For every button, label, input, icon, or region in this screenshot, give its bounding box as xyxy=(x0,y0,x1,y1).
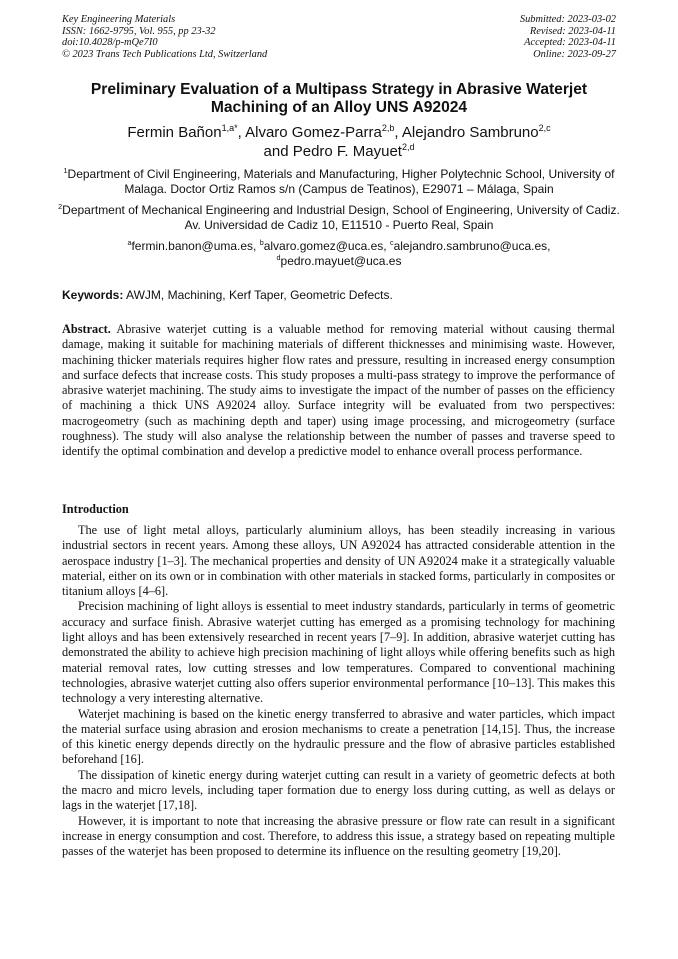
journal-name: Key Engineering Materials xyxy=(62,14,176,25)
affiliation-sup: 1 xyxy=(63,166,68,175)
author-sup: 1,a* xyxy=(221,123,238,133)
doi: doi:10.4028/p-mQe7I0 xyxy=(62,37,158,48)
email-link[interactable]: fermin.banon@uma.es xyxy=(131,239,254,253)
author-name: Pedro F. Mayuet xyxy=(292,142,402,160)
paragraph: The dissipation of kinetic energy during waterjet cutting can result in a variety of geometric defects at both the macro and micro levels, including taper formation due to energy loss during cutting, as well as delays or lags in the waterjet [17,18]. xyxy=(62,767,615,813)
affiliation xyxy=(56,167,622,198)
keywords xyxy=(62,288,393,302)
copyright: © 2023 Trans Tech Publications Ltd, Switzerland xyxy=(62,48,268,60)
paragraph: Precision machining of light alloys is essential to meet industry standards, particularly in terms of geometric accuracy and surface finish. Abrasive waterjet cutting has emerged as a promising technology for machining light alloys and has been extensively researched in recent years [7–9]. In addition, abrasive waterjet cutting has demonstrated the ability to achieve high precision machining of light alloys while offering benefits such as high material removal rates, low cutting stresses and low temperatures. Compared to conventional machining technologies, abrasive waterjet cutting also offers superior environmental performance [10–13]. This makes this technology a very interesting alternative. xyxy=(62,599,615,706)
issn-volume: ISSN: 1662-9795, Vol. 955, pp 23-32 xyxy=(62,25,216,37)
revised-date: Revised: 2023-04-11 xyxy=(529,25,616,37)
author-name: Fermin Bañon xyxy=(127,124,222,141)
paragraph: Waterjet machining is based on the kinetic energy transferred to abrasive and water particles, which impact the material surface using abrasion and erosion mechanisms to create a penetration [14,15]. Thus, the increase of this kinetic energy depends directly on the hydraulic pressure and the flow of abrasive particles established beforehand [16]. xyxy=(62,706,615,767)
email-sup: c xyxy=(389,238,394,247)
affiliation-text: Department of Civil Engineering, Materials and Manufacturing, Higher Polytechnic School, University of Malaga. Doctor Ortiz Ramos s/n (Campus de Teatinos), E29071 – Málaga, Spain xyxy=(67,167,615,197)
paper-title: Preliminary Evaluation of a Multipass Strategy in Abrasive Waterjet Machining of an Alloy UNS A92024 xyxy=(90,81,588,116)
author-sup: 2,c xyxy=(538,123,551,133)
abstract xyxy=(62,322,615,460)
abstract-label: Abstract. xyxy=(62,322,111,336)
abstract-text: Abrasive waterjet cutting is a valuable method for removing material without causing thermal damage, making it suitable for machining materials of different thicknesses and minimising waste. However, machining thicker materials requires higher flow rates and pressure, resulting in increased energy consumption and surface defects that increase costs. This study proposes a multi-pass strategy to improve the performance of abrasive waterjet machining. The study aims to investigate the impact of the number of passes on the efficiency of machining a thick UNS A92024 alloy. Surface integrity will be evaluated from two perspectives: macrogeometry (such as machining depth and taper) using image processing, and microgeometry (surface roughness). The study will also analyse the relationship between the number of passes and traverse speed to identify the optimal combination and develop a predictive model to enhance overall process performance. xyxy=(62,322,615,459)
submitted-date: Submitted: 2023-03-02 xyxy=(519,14,616,25)
email-link[interactable]: alvaro.gomez@uca.es xyxy=(263,239,384,253)
section-heading-introduction: Introduction xyxy=(62,502,129,516)
online-date: Online: 2023-09-27 xyxy=(533,48,616,60)
author-name: Alvaro Gomez-Parra xyxy=(245,124,382,141)
paragraph: The use of light metal alloys, particularly aluminium alloys, has been steadily increasing in various industrial sectors in recent years. Among these alloys, UN A92024 has attracted considerable attention in the aerospace industry [1–3]. The mechanical properties and density of UN A92024 make it a strategically valuable material, either on its own or in combination with other materials in stacked forms, particularly in composites or titanium alloys [4–6]. xyxy=(62,523,615,599)
email-list: $^a$fermin.banon@uma.es, $^b$alvaro.gomez@uca.es, $^c$alejandro.sambruno@uca.es, $^d$pedro.mayuet@uca.es xyxy=(127,238,551,268)
author-sup: 2,d xyxy=(401,141,415,152)
paragraph: However, it is important to note that increasing the abrasive pressure or flow rate can result in a significant increase in energy consumption and cost. Therefore, to address this issue, a strategy based on repeating multiple passes of the waterjet has been proposed to determine its influence on the resulting geometry [19,20]. xyxy=(62,813,615,859)
author-separator: and xyxy=(263,142,293,160)
author-separator: , xyxy=(394,124,402,141)
accepted-date: Accepted: 2023-04-11 xyxy=(524,37,616,48)
introduction-body xyxy=(62,523,615,860)
author-separator: , xyxy=(237,124,246,141)
publication-dates xyxy=(520,14,616,60)
journal-info xyxy=(62,14,267,60)
affiliation-sup: 2 xyxy=(58,202,63,211)
affiliation-text: Department of Mechanical Engineering and Industrial Design, School of Engineering, University of Cadiz. Av. Universidad de Cadiz 10, E11510 - Puerto Real, Spain xyxy=(62,203,620,233)
author-sup: 2,b xyxy=(381,123,395,133)
email-link[interactable]: pedro.mayuet@uca.es xyxy=(280,254,402,268)
email-sup: d xyxy=(276,253,281,262)
author-name: Alejandro Sambruno xyxy=(401,124,539,141)
keywords-label: Keywords: xyxy=(62,288,124,302)
email-sup: b xyxy=(259,238,264,247)
email-link[interactable]: alejandro.sambruno@uca.es xyxy=(393,239,548,253)
keywords-text: AWJM, Machining, Kerf Taper, Geometric Defects. xyxy=(123,288,393,302)
author-list xyxy=(62,124,616,161)
email-sup: a xyxy=(127,238,132,247)
affiliation xyxy=(56,203,622,234)
